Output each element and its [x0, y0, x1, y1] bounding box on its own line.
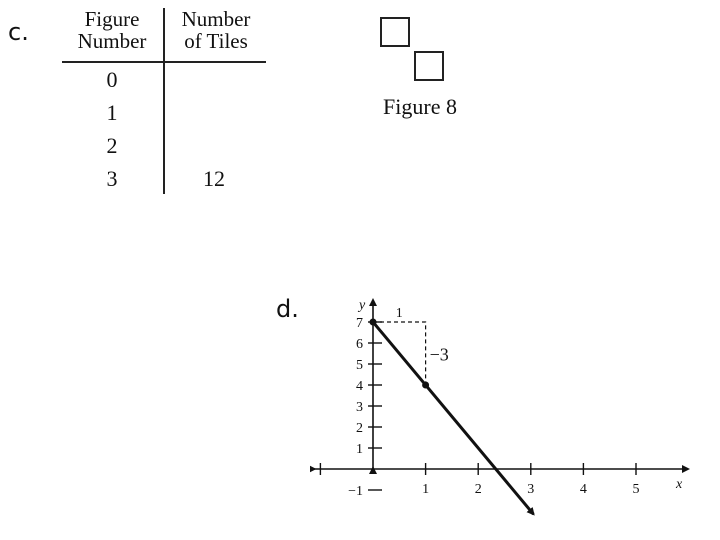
graph-point: [422, 382, 429, 389]
square-tile: [380, 17, 410, 47]
table-cell-figure: 0: [106, 67, 118, 92]
x-tick-label: 2: [474, 482, 482, 497]
figure-tiles-table: [62, 8, 268, 198]
header-line: of Tiles: [184, 29, 248, 53]
column-header-number-of-tiles: [166, 8, 266, 52]
y-tick-label: −1: [348, 484, 363, 499]
column-header-figure-number: [62, 8, 162, 52]
table-cell-figure: 3: [106, 166, 118, 191]
square-tile: [414, 51, 444, 81]
table-cell-figure: 2: [106, 133, 118, 158]
graph-point: [370, 319, 377, 326]
header-line: Number: [181, 7, 251, 31]
part-c-label: c.: [8, 18, 29, 46]
y-tick-label: 2: [356, 421, 363, 436]
y-tick-label: 1: [356, 442, 363, 457]
x-tick-label: 5: [632, 482, 640, 497]
coordinate-graph: [310, 288, 700, 528]
graph-line: [373, 322, 533, 514]
run-label: 1: [395, 306, 403, 321]
y-axis-label: y: [359, 298, 366, 313]
table-cell-tiles: 12: [203, 166, 225, 191]
x-tick-label: 4: [579, 482, 587, 497]
y-tick-label: 6: [356, 337, 363, 352]
header-line: Figure: [84, 7, 140, 31]
rise-label: −3: [429, 344, 449, 365]
y-tick-label: 5: [356, 358, 363, 373]
x-axis-label: x: [676, 477, 683, 492]
table-vertical-rule: [163, 8, 165, 194]
y-tick-label: 4: [356, 379, 363, 394]
figure-8-diagram: [370, 10, 470, 130]
table-header-rule: [62, 61, 266, 63]
x-tick-label: 1: [422, 482, 430, 497]
table-cell-figure: 1: [106, 100, 118, 125]
y-tick-label: 3: [356, 400, 363, 415]
part-d-label: d.: [276, 295, 299, 323]
x-tick-label: 3: [527, 482, 535, 497]
figure-caption: Figure 8: [383, 94, 457, 119]
y-tick-label: 7: [356, 316, 363, 331]
header-line: Number: [77, 29, 147, 53]
